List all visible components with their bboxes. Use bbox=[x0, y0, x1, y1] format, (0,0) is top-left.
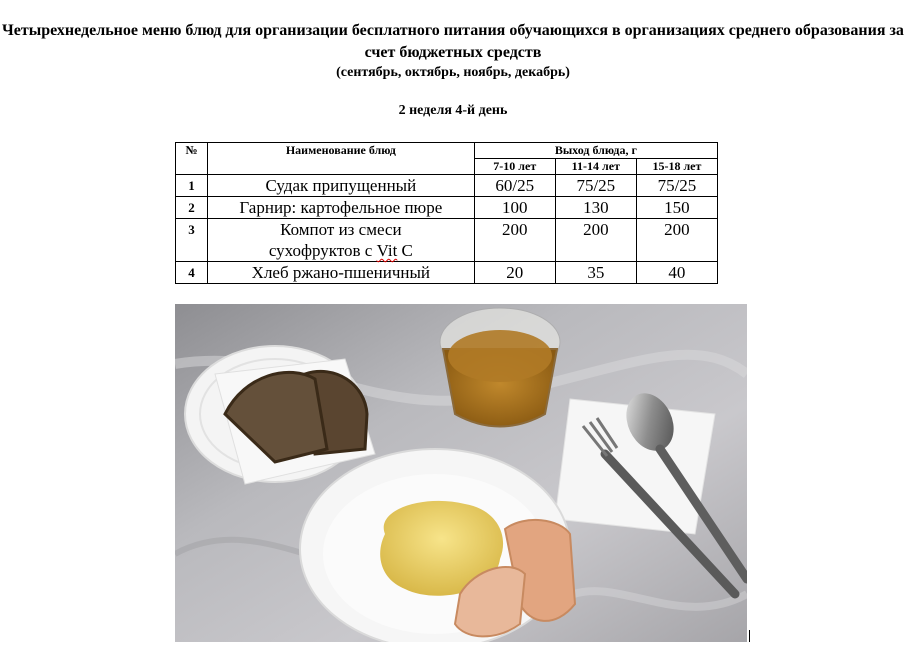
dish-name-line2-pre: сухофруктов с bbox=[268, 241, 377, 260]
dish-name: Гарнир: картофельное пюре bbox=[208, 197, 475, 219]
meal-photo bbox=[175, 304, 747, 642]
portion-value: 100 bbox=[474, 197, 555, 219]
dish-name: Судак припущенный bbox=[208, 175, 475, 197]
table-row bbox=[176, 175, 718, 197]
header-num: № bbox=[176, 143, 208, 175]
table-row bbox=[176, 262, 718, 284]
row-number: 4 bbox=[176, 262, 208, 284]
portion-value: 75/25 bbox=[636, 175, 717, 197]
row-number: 1 bbox=[176, 175, 208, 197]
spellcheck-underlined-word: Vit bbox=[376, 241, 398, 260]
dish-name-line2-post: С bbox=[397, 241, 413, 260]
header-output: Выход блюда, г bbox=[474, 143, 717, 159]
document-title: Четырехнедельное меню блюд для организации бесплатного питания обучающихся в организациях среднего образования за счет бюджетных средств bbox=[2, 22, 904, 61]
portion-value: 60/25 bbox=[474, 175, 555, 197]
menu-table bbox=[175, 142, 718, 284]
table-row bbox=[176, 197, 718, 219]
dish-name bbox=[208, 219, 475, 262]
portion-value: 20 bbox=[474, 262, 555, 284]
header-age: 7-10 лет bbox=[474, 159, 555, 175]
table-header-row bbox=[176, 143, 718, 159]
portion-value: 40 bbox=[636, 262, 717, 284]
dish-name: Хлеб ржано-пшеничный bbox=[208, 262, 475, 284]
portion-value: 130 bbox=[555, 197, 636, 219]
row-number: 2 bbox=[176, 197, 208, 219]
portion-value: 200 bbox=[474, 219, 555, 262]
row-number: 3 bbox=[176, 219, 208, 262]
portion-value: 35 bbox=[555, 262, 636, 284]
dish-name-line1: Компот из смеси bbox=[280, 220, 402, 239]
portion-value: 200 bbox=[555, 219, 636, 262]
header-age: 15-18 лет bbox=[636, 159, 717, 175]
compote-surface bbox=[448, 330, 552, 382]
portion-value: 200 bbox=[636, 219, 717, 262]
portion-value: 150 bbox=[636, 197, 717, 219]
portion-value: 75/25 bbox=[555, 175, 636, 197]
day-label: 2 неделя 4-й день bbox=[398, 103, 508, 118]
header-name: Наименование блюд bbox=[208, 143, 475, 175]
document-subtitle: (сентябрь, октябрь, ноябрь, декабрь) bbox=[336, 65, 570, 80]
table-row bbox=[176, 219, 718, 262]
text-cursor bbox=[749, 630, 750, 642]
header-age: 11-14 лет bbox=[555, 159, 636, 175]
